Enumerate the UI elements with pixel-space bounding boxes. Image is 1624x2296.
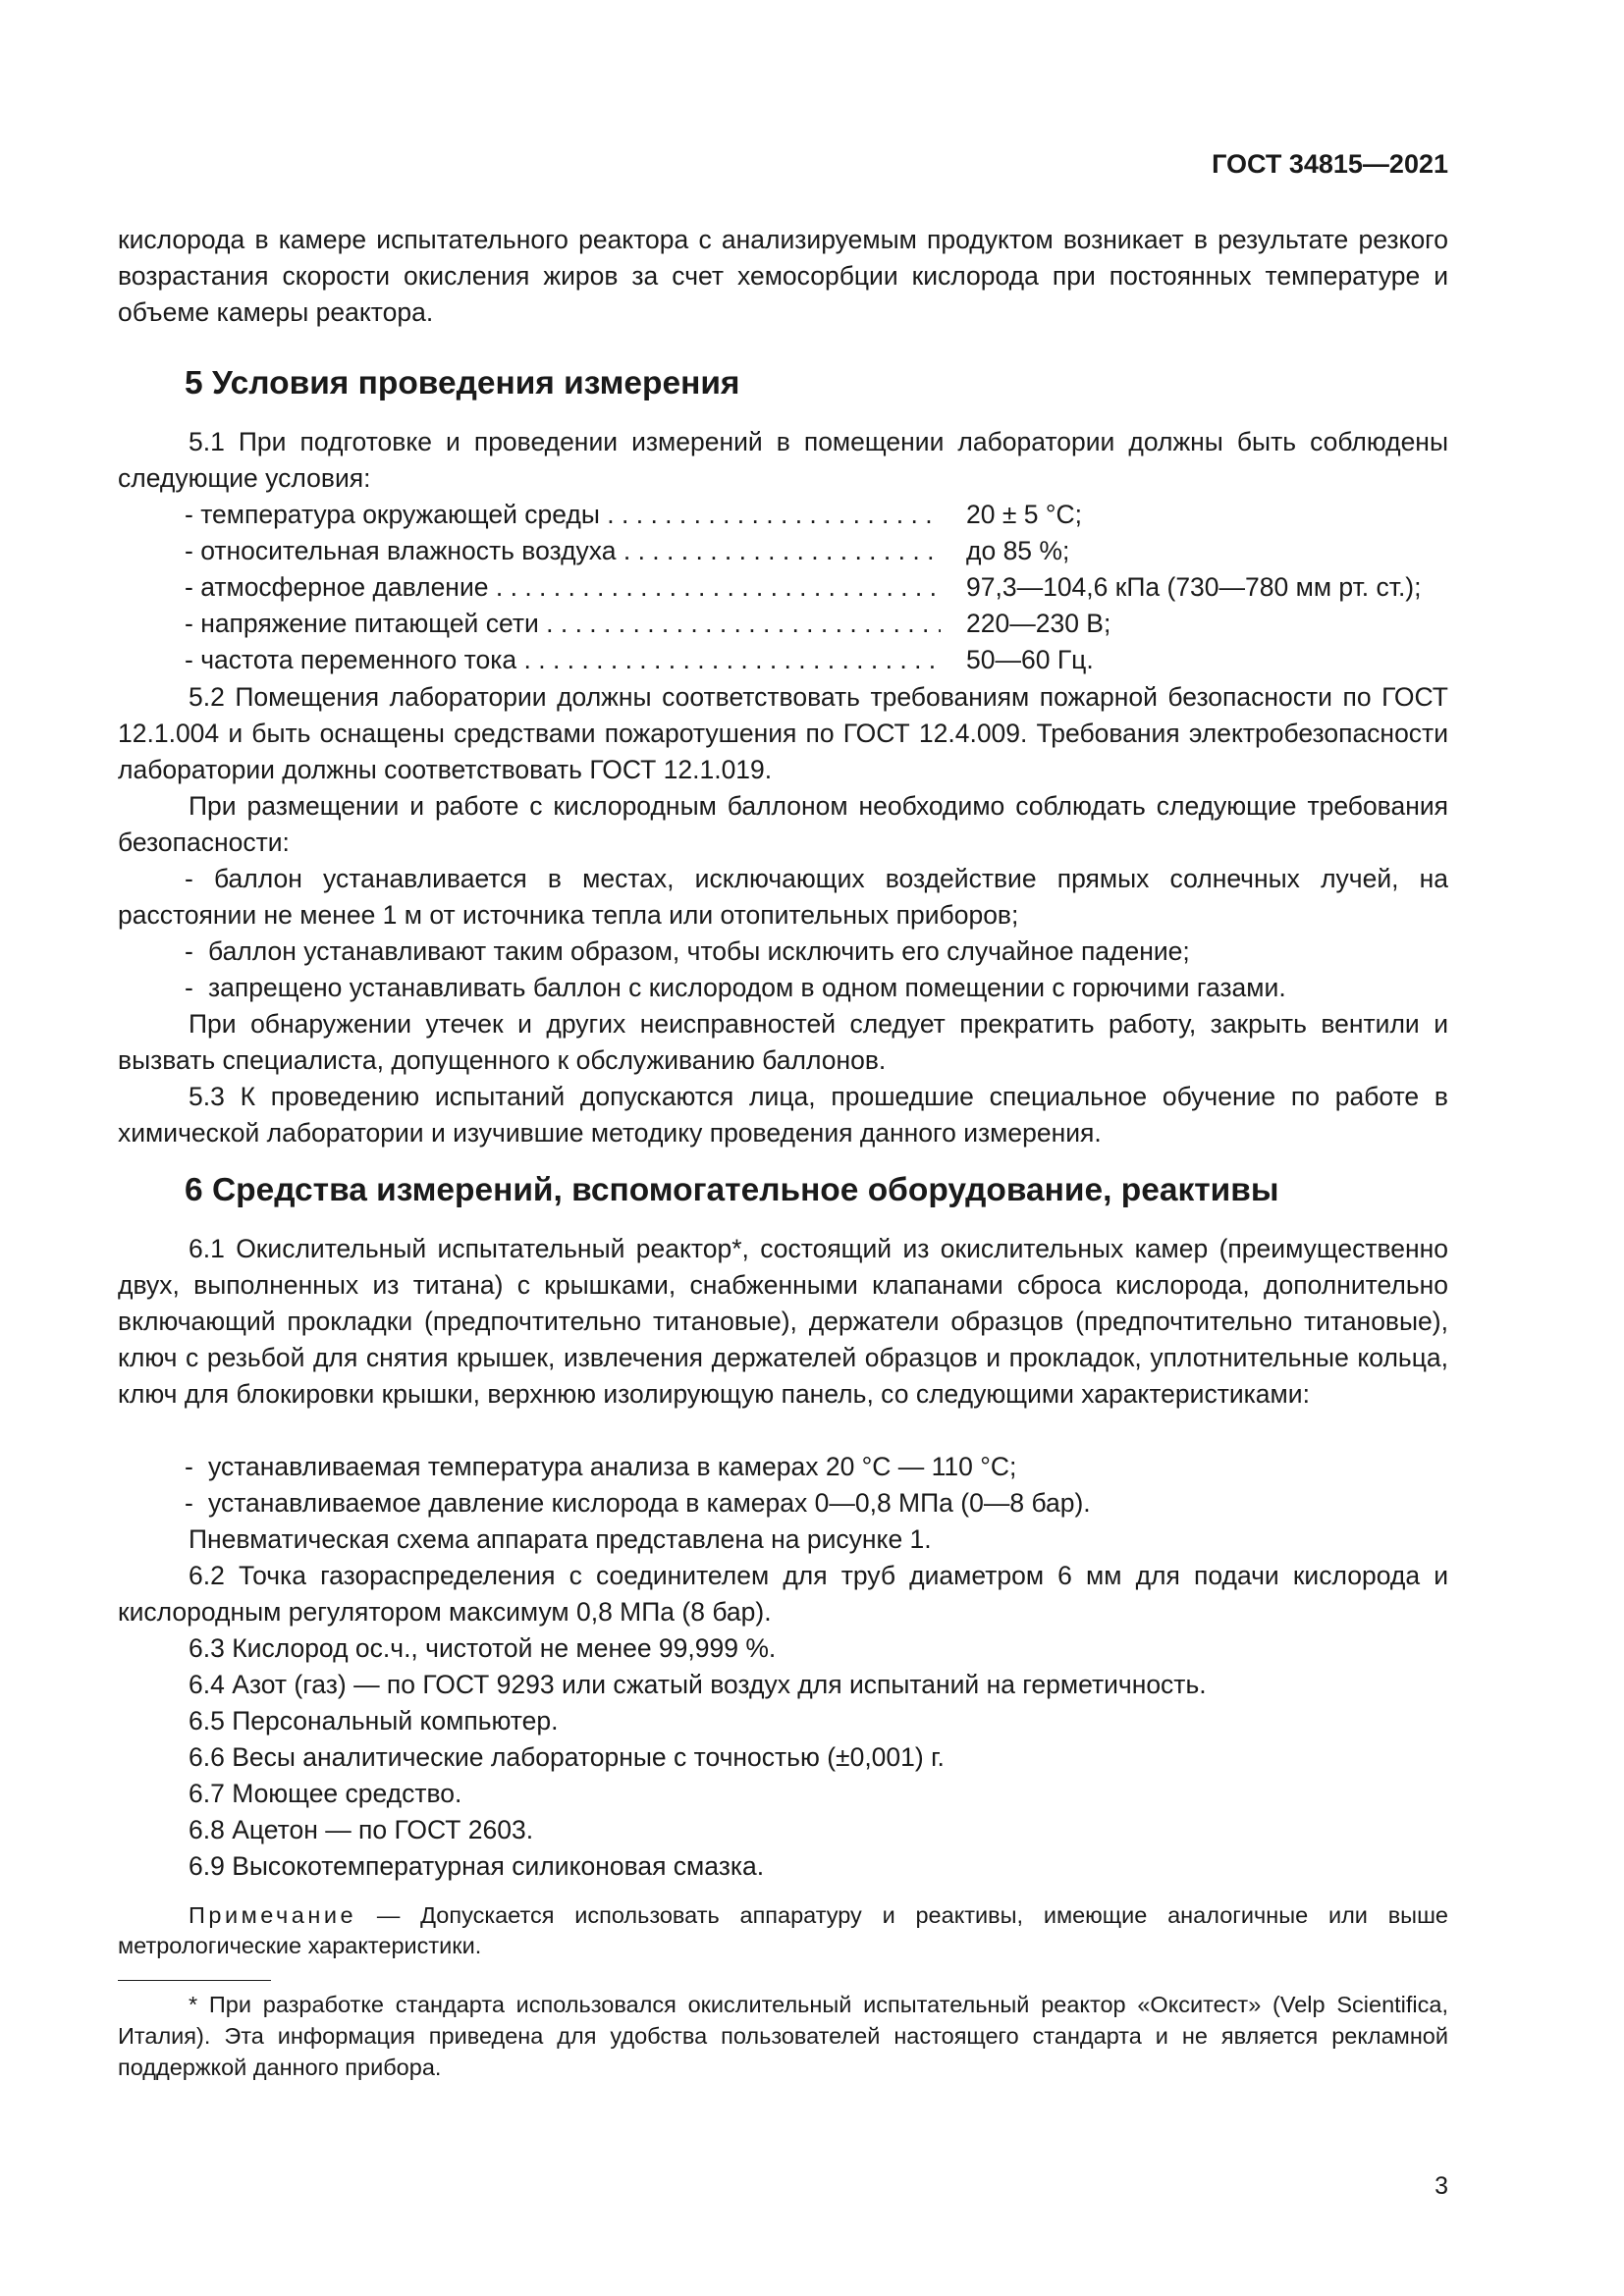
condition-value: 20 ± 5 °С;	[966, 500, 1082, 529]
condition-label: напряжение питающей сети	[200, 609, 539, 638]
page-number: 3	[1435, 2172, 1448, 2200]
paragraph-6-7: 6.7 Моющее средство.	[189, 1779, 462, 1808]
paragraph-6-3: 6.3 Кислород ос.ч., чистотой не менее 99,999 %.	[189, 1633, 777, 1663]
footnote: * При разработке стандарта использовался окислительный испытательный реактор «Окситест» (Velp Scientifica, Италия). Эта информация приведена для удобства пользователей настоящего стандарта и не является рекламной поддержкой данного прибора.	[118, 1992, 1448, 2080]
paragraph-5-2: 5.2 Помещения лаборатории должны соответствовать требованиям пожарной безопасности по ГОСТ 12.1.004 и быть оснащены средствами пожаротушения по ГОСТ 12.4.009. Требования электробезопасности лаборатории должны соответствовать ГОСТ 12.1.019.	[118, 682, 1448, 784]
condition-row: - относительная влажность воздуха . . . до 85 %;	[185, 533, 1448, 569]
condition-value: до 85 %;	[966, 536, 1070, 565]
condition-value: 220—230 В;	[966, 609, 1111, 638]
condition-label: температура окружающей среды	[200, 500, 600, 529]
note-label: Примечание	[189, 1902, 357, 1928]
condition-label: атмосферное давление	[200, 572, 489, 602]
condition-row: - температура окружающей среды . . . 20 ± 5 °С;	[185, 497, 1448, 533]
condition-value: 50—60 Гц.	[966, 645, 1094, 674]
condition-row: - атмосферное давление . . . 97,3—104,6 кПа (730—780 мм рт. ст.);	[185, 569, 1448, 606]
cylinder-requirement-item: - баллон устанавливается в местах, исключающих воздействие прямых солнечных лучей, на расстоянии не менее 1 м от источника тепла или отопительных приборов;	[118, 864, 1449, 930]
footnote-separator	[118, 1980, 271, 1981]
document-header: ГОСТ 34815—2021	[1212, 149, 1448, 179]
condition-label: относительная влажность воздуха	[200, 536, 617, 565]
paragraph-cylinder-requirements: При размещении и работе с кислородным баллоном необходимо соблюдать следующие требования безопасности:	[118, 791, 1448, 857]
paragraph-scheme: Пневматическая схема аппарата представлена на рисунке 1.	[189, 1524, 932, 1554]
paragraph-6-4: 6.4 Азот (газ) — по ГОСТ 9293 или сжатый воздух для испытаний на герметичность.	[189, 1670, 1207, 1699]
cylinder-requirement-item: - запрещено устанавливать баллон с кислородом в одном помещении с горючими газами.	[185, 973, 1286, 1002]
paragraph-6-2: 6.2 Точка газораспределения с соединителем для труб диаметром 6 мм для подачи кислорода и кислородным регулятором максимум 0,8 МПа (8 бар).	[118, 1561, 1448, 1627]
paragraph-6-8: 6.8 Ацетон — по ГОСТ 2603.	[189, 1815, 534, 1844]
paragraph-5-3: 5.3 К проведению испытаний допускаются лица, прошедшие специальное обучение по работе в химической лаборатории и изучившие методику проведения данного измерения.	[118, 1082, 1448, 1148]
condition-row: - частота переменного тока . . . 50—60 Гц.	[185, 642, 1448, 678]
cylinder-requirement-item: - баллон устанавливают таким образом, чтобы исключить его случайное падение;	[185, 936, 1190, 966]
paragraph-6-5: 6.5 Персональный компьютер.	[189, 1706, 559, 1735]
reactor-characteristic-item: - устанавливаемая температура анализа в камерах 20 °С — 110 °С;	[185, 1452, 1017, 1481]
reactor-characteristic-item: - устанавливаемое давление кислорода в камерах 0—0,8 МПа (0—8 бар).	[185, 1488, 1091, 1518]
intro-paragraph: кислорода в камере испытательного реактора с анализируемым продуктом возникает в результате резкого возрастания скорости окисления жиров за счет хемосорбции кислорода при постоянных температуре и объеме камеры реактора.	[118, 225, 1448, 327]
document-page	[118, 0, 1448, 2296]
paragraph-6-9: 6.9 Высокотемпературная силиконовая смазка.	[189, 1851, 765, 1881]
paragraph-5-1: 5.1 При подготовке и проведении измерений в помещении лаборатории должны быть соблюдены следующие условия:	[118, 427, 1448, 493]
note-text: — Допускается использовать аппаратуру и реактивы, имеющие аналогичные или выше метрологические характеристики.	[118, 1902, 1448, 1958]
note	[118, 1900, 1448, 1961]
paragraph-6-6: 6.6 Весы аналитические лабораторные с точностью (±0,001) г.	[189, 1742, 945, 1772]
condition-row: - напряжение питающей сети . . . 220—230 В;	[185, 606, 1448, 642]
paragraph-6-1: 6.1 Окислительный испытательный реактор*, состоящий из окислительных камер (преимущественно двух, выполненных из титана) с крышками, снабженными клапанами сброса кислорода, дополнительно включающий прокладки (предпочтительно титановые), держатели образцов (предпочтительно титановые), ключ с резьбой для снятия крышек, извлечения держателей образцов и прокладок, уплотнительные кольца, ключ для блокировки крышки, верхнюю изолирующую панель, со следующими характеристиками:	[118, 1234, 1448, 1409]
paragraph-leak: При обнаружении утечек и других неисправностей следует прекратить работу, закрыть вентили и вызвать специалиста, допущенного к обслуживанию баллонов.	[118, 1009, 1448, 1075]
condition-value: 97,3—104,6 кПа (730—780 мм рт. ст.);	[966, 572, 1422, 602]
section-6-heading: 6 Средства измерений, вспомогательное оборудование, реактивы	[185, 1172, 1279, 1208]
condition-label: частота переменного тока	[200, 645, 517, 674]
section-5-heading: 5 Условия проведения измерения	[185, 365, 740, 401]
